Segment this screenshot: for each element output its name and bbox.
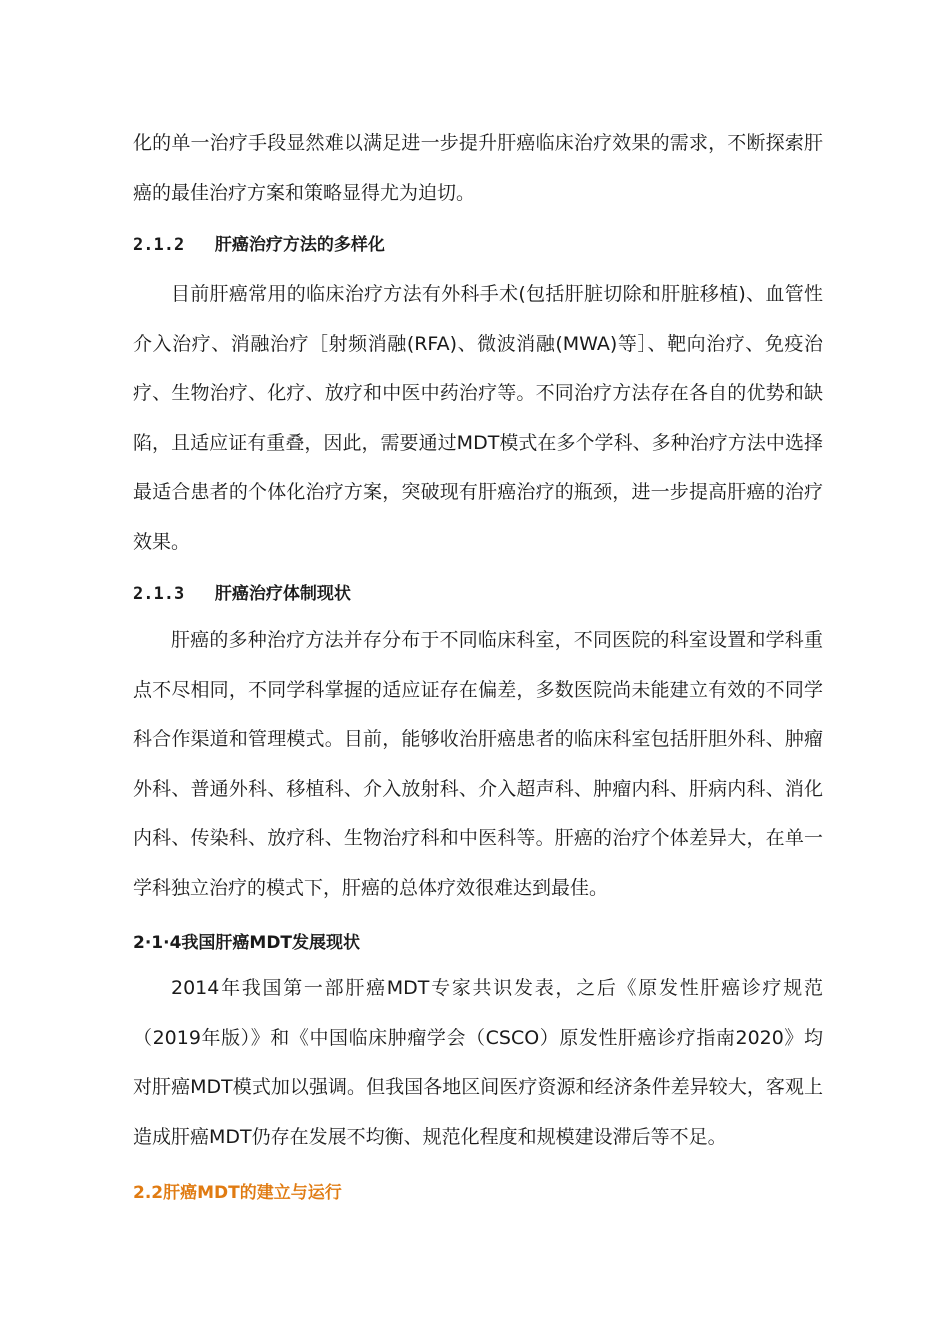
section-heading-2-1-4 — [133, 928, 360, 953]
section-2-1-3-body: 肝癌的多种治疗方法并存分布于不同临床科室，不同医院的科室设置和学科重点不尽相同，不同学科掌握的适应证存在偏差，多数医院尚未能建立有效的不同学科合作渠道和管理模式。目前，能够收治肝癌患者的临床科室包括肝胆外科、肿瘤外科、普通外科、移植科、介入放射科、介入超声科、肿瘤内科、肝病内科、消化内科、传染科、放疗科、生物治疗科和中医科等。肝癌的治疗个体差异大，在单一学科独立治疗的模式下，肝癌的总体疗效很难达到最佳。 — [133, 629, 823, 899]
section-title: 2.2肝癌MDT的建立与运行 — [133, 1183, 342, 1203]
section-heading-2-1-3 — [133, 579, 351, 604]
section-2-1-4-body: 2014年我国第一部肝癌MDT专家共识发表，之后《原发性肝癌诊疗规范（2019年版）》和《中国临床肿瘤学会（CSCO）原发性肝癌诊疗指南2020》均对肝癌MDT模式加以强调。但我国各地区间医疗资源和经济条件差异较大，客观上造成肝癌MDT仍存在发展不均衡、规范化程度和规模建设滞后等不足。 — [133, 977, 823, 1148]
section-heading-2-2 — [133, 1178, 342, 1203]
section-number: 2.1.2 — [133, 235, 185, 255]
section-heading-2-1-2 — [133, 230, 385, 255]
intro-paragraph: 化的单一治疗手段显然难以满足进一步提升肝癌临床治疗效果的需求，不断探索肝癌的最佳治疗方案和策略显得尤为迫切。 — [133, 132, 823, 204]
section-2-1-2-body: 目前肝癌常用的临床治疗方法有外科手术(包括肝脏切除和肝脏移植)、血管性介入治疗、消融治疗［射频消融(RFA)、微波消融(MWA)等］、靶向治疗、免疫治疗、生物治疗、化疗、放疗和中医中药治疗等。不同治疗方法存在各自的优势和缺陷，且适应证有重叠，因此，需要通过MDT模式在多个学科、多种治疗方法中选择最适合患者的个体化治疗方案，突破现有肝癌治疗的瓶颈，进一步提高肝癌的治疗效果。 — [133, 283, 823, 553]
section-title: 肝癌治疗体制现状 — [214, 584, 351, 604]
section-title: 2·1·4我国肝癌MDT发展现状 — [133, 933, 361, 953]
section-title: 肝癌治疗方法的多样化 — [214, 235, 385, 255]
section-number: 2.1.3 — [133, 584, 185, 604]
